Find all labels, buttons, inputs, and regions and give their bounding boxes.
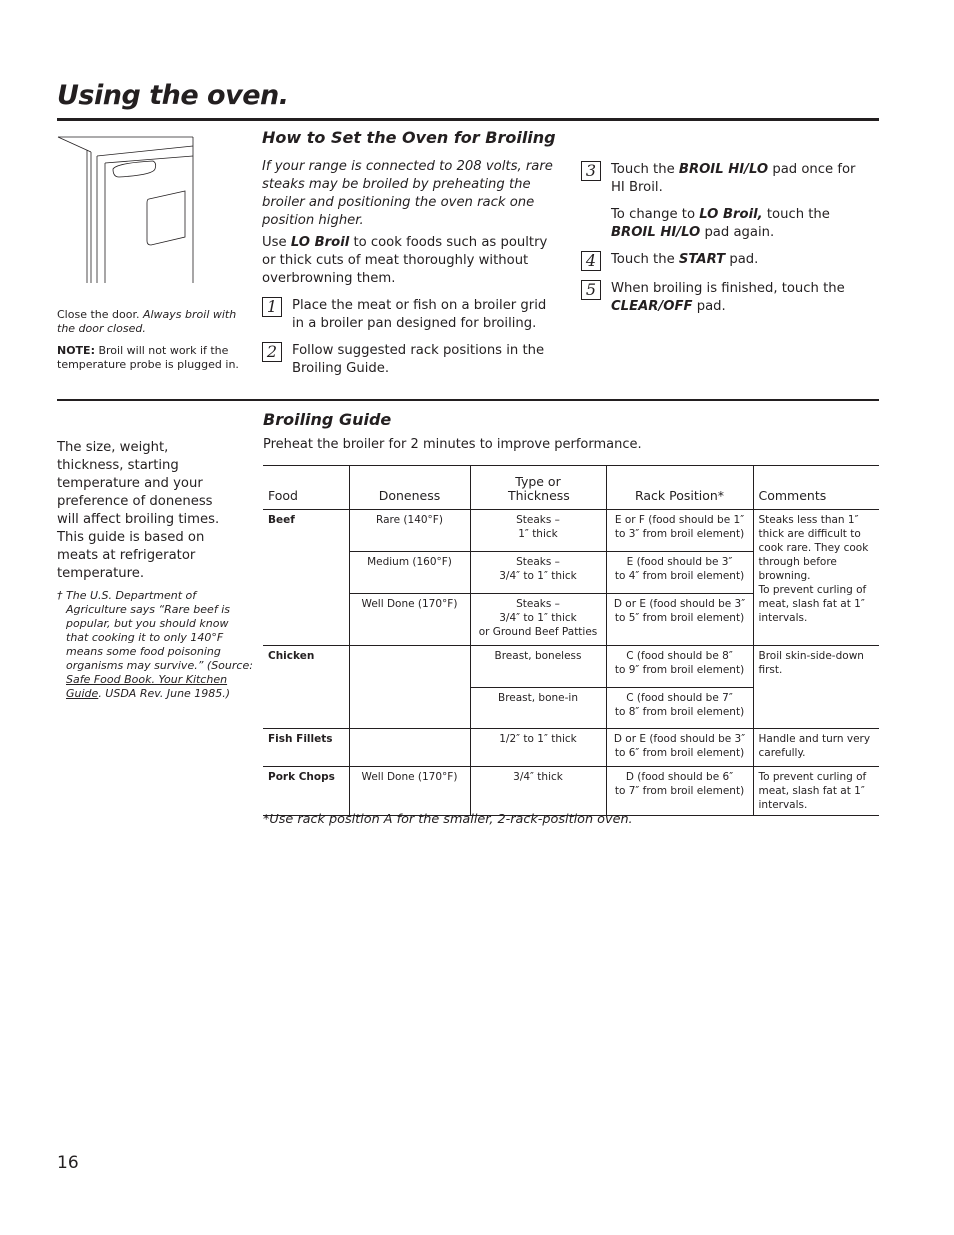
type-cell: Steaks – 3/4″ to 1″ thick or Ground Beef Patties: [470, 594, 606, 646]
rack-cell: C (food should be 7″ to 8″ from broil element): [606, 688, 753, 729]
header-food: Food: [263, 466, 349, 510]
broiling-heading: How to Set the Oven for Broiling: [262, 128, 556, 147]
step-5: [581, 280, 866, 316]
doneness-cell: Well Done (170°F): [349, 594, 470, 646]
illustration-caption: [57, 308, 247, 336]
header-doneness: Doneness: [349, 466, 470, 510]
step-number: 3: [581, 161, 601, 181]
change-pre: To change to: [611, 207, 696, 222]
page-title: Using the oven.: [57, 80, 289, 111]
header-rack: Rack Position*: [606, 466, 753, 510]
food-pork: Pork Chops: [263, 767, 349, 816]
broiling-guide-table: [263, 465, 879, 816]
type-cell: Breast, bone-in: [470, 688, 606, 729]
doneness-cell-empty: [349, 729, 470, 767]
broiling-guide-subtitle: Preheat the broiler for 2 minutes to improve performance.: [263, 437, 642, 452]
step-4: [581, 251, 866, 271]
step-pre: Touch the: [611, 162, 675, 177]
caption-prefix: Close the door.: [57, 308, 140, 321]
table-row: [263, 729, 879, 767]
usda-footnote: [57, 589, 254, 701]
doneness-cell: Medium (160°F): [349, 552, 470, 594]
header-type: [470, 466, 606, 510]
page-number: 16: [57, 1153, 79, 1173]
type-cell: Steaks – 3/4″ to 1″ thick: [470, 552, 606, 594]
step-bold: START: [678, 252, 726, 267]
table-row: [263, 646, 879, 688]
step-text: [611, 280, 866, 316]
step-pre: Touch the: [611, 252, 675, 267]
footnote-pre: † The U.S. Department of Agriculture says “Rare beef is popular, but you should know that cooking it to only 140°F means some food poisoning organisms may survive.” (Source:: [57, 589, 253, 672]
change-to-lo: [611, 206, 866, 242]
footnote-post: . USDA Rev. June 1985.): [98, 687, 231, 700]
use-bold: LO Broil: [290, 235, 350, 250]
comments-fish: Handle and turn very carefully.: [753, 729, 879, 767]
step-3: [581, 161, 866, 197]
type-cell: 3/4″ thick: [470, 767, 606, 816]
step-2: [262, 342, 560, 378]
rack-cell: D (food should be 6″ to 7″ from broil element): [606, 767, 753, 816]
lo-broil-intro: [262, 234, 560, 288]
oven-door-icon: [57, 133, 197, 285]
type-cell: Steaks – 1″ thick: [470, 510, 606, 552]
comments-pork: To prevent curling of meat, slash fat at 1″ intervals.: [753, 767, 879, 816]
step-number: 2: [262, 342, 282, 362]
step-post: pad.: [729, 252, 759, 267]
table-header-row: [263, 466, 879, 510]
step-bold: CLEAR/OFF: [611, 299, 693, 314]
broiling-right-column: [581, 161, 866, 316]
voltage-note: If your range is connected to 208 volts, rare steaks may be broiled by preheating the broiler and positioning the oven rack one position higher.: [262, 159, 553, 228]
change-bold2: BROIL HI/LO: [611, 225, 701, 240]
food-fish: Fish Fillets: [263, 729, 349, 767]
doneness-cell: Rare (140°F): [349, 510, 470, 552]
type-cell: 1/2″ to 1″ thick: [470, 729, 606, 767]
type-cell: Breast, boneless: [470, 646, 606, 688]
table-row: [263, 767, 879, 816]
comments-beef: Steaks less than 1″ thick are difficult to cook rare. They cook through before browning. To prevent curling of meat, slash fat at 1″ intervals.: [753, 510, 879, 646]
step-text: Place the meat or fish on a broiler grid in a broiler pan designed for broiling.: [292, 298, 547, 331]
step-bold: BROIL HI/LO: [678, 162, 769, 177]
step-text: [611, 251, 866, 269]
broiling-guide-heading: Broiling Guide: [263, 410, 392, 429]
illustration-note: [57, 344, 247, 372]
header-comments: Comments: [753, 466, 879, 510]
rack-cell: E (food should be 3″ to 4″ from broil element): [606, 552, 753, 594]
food-chicken: Chicken: [263, 646, 349, 729]
step-post: pad once for HI Broil.: [611, 162, 856, 195]
step-text: [611, 161, 866, 197]
rack-cell: D or E (food should be 3″ to 6″ from broil element): [606, 729, 753, 767]
note-label: NOTE:: [57, 344, 95, 357]
rack-cell: E or F (food should be 1″ to 3″ from broil element): [606, 510, 753, 552]
table-row: [263, 510, 879, 552]
header-type-text: Type or Thickness: [508, 474, 570, 503]
change-mid: touch the: [766, 207, 830, 222]
footnote-source: Safe Food Book. Your Kitchen Guide: [66, 673, 228, 700]
step-post: pad.: [696, 299, 726, 314]
doneness-cell: Well Done (170°F): [349, 767, 470, 816]
change-post: pad again.: [704, 225, 775, 240]
note-text: Broil will not work if the temperature probe is plugged in.: [57, 344, 239, 371]
doneness-cell-empty: [349, 646, 470, 729]
use-pre: Use: [262, 235, 287, 250]
rack-cell: C (food should be 8″ to 9″ from broil element): [606, 646, 753, 688]
use-post: to cook foods such as poultry or thick cuts of meat thoroughly without overbrowning them.: [262, 235, 548, 286]
step-1: [262, 297, 560, 333]
step-number: 4: [581, 251, 601, 271]
caption-italic: Always broil with the door closed.: [57, 308, 237, 335]
comments-chicken: Broil skin-side-down first.: [753, 646, 879, 729]
food-beef: Beef: [263, 510, 349, 646]
change-bold: LO Broil,: [699, 207, 763, 222]
broiling-left-column: [262, 158, 560, 378]
step-pre: When broiling is finished, touch the: [611, 281, 845, 296]
guide-side-text: The size, weight, thickness, starting temperature and your preference of doneness will affect broiling times. This guide is based on meats at refrigerator temperature.: [57, 440, 220, 581]
section-rule: [57, 399, 879, 401]
step-number: 1: [262, 297, 282, 317]
rack-cell: D or E (food should be 3″ to 5″ from broil element): [606, 594, 753, 646]
oven-illustration: [57, 133, 197, 285]
step-number: 5: [581, 280, 601, 300]
step-text: Follow suggested rack positions in the Broiling Guide.: [292, 343, 545, 376]
table-footnote: *Use rack position A for the smaller, 2-rack-position oven.: [263, 812, 633, 827]
title-rule: [57, 118, 879, 121]
